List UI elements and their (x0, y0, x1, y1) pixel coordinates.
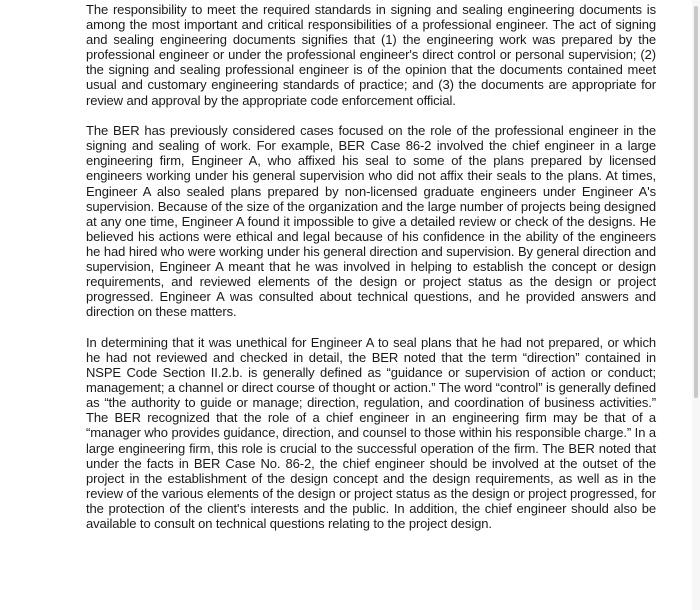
paragraph-direction-and-control: In determining that it was unethical for Engineer A to seal plans that he had not prepared, or which he had not reviewed and checked in detail, the BER noted that the term “direction” contained in NSPE Code Section II.2.b. is generally defined as “guidance or supervision of action or conduct; management; a channel or direct course of thought or action.” The word “control” is generally defined as “the authority to guide or manage; direction, regulation, and coordination of business activities.” The BER recognized that the role of a chief engineer in an engineering firm may be that of a “manager who provides guidance, direction, and counsel to those within his responsible charge.” In a large engineering firm, this role is crucial to the successful operation of the firm. The BER noted that under the facts in BER Case No. 86-2, the chief engineer should be involved at the outset of the project in the establishment of the design concept and the design requirements, as well as in the review of the various elements of the design or project status as the design or project progressed, for the protection of the client's interests and the public. In addition, the chief engineer should also be available to consult on technical questions relating to the project design. (86, 334, 656, 531)
paragraph-signing-responsibility: The responsibility to meet the required standards in signing and sealing engineering documents is among the most important and critical responsibilities of a professional engineer. The act of signing and sealing engineering documents signifies that (1) the engineering work was prepared by the professional engineer or under the professional engineer's direct control or personal supervision; (2) the signing and sealing professional engineer is of the opinion that the documents contained meet usual and customary engineering standards of practice; and (3) the documents are appropriate for review and approval by the appropriate code enforcement official. (86, 2, 656, 108)
vertical-scrollbar[interactable] (692, 0, 700, 610)
scrollbar-thumb[interactable] (694, 6, 698, 398)
paragraph-ber-case-86-2: The BER has previously considered cases focused on the role of the professional engineer in the signing and sealing of work. For example, BER Case 86-2 involved the chief engineer in a large engineering firm, Engineer A, who affixed his seal to some of the plans prepared by licensed engineers working under his general supervision who did not affix their seals to the plans. At times, Engineer A also sealed plans prepared by non-licensed graduate engineers under Engineer A's supervision. Because of the size of the organization and the large number of projects being designed at any one time, Engineer A found it impossible to give a detailed review or check of the designs. He believed his actions were ethical and legal because of his confidence in the ability of the engineers he had hired who were working under his general direction and supervision. By general direction and supervision, Engineer A meant that he was involved in helping to establish the concept or design requirements, and reviewed elements of the design or project status as the design or project progressed. Engineer A was consulted about technical questions, and he provided answers and direction on these matters. (86, 123, 656, 320)
document-body (86, 2, 656, 547)
